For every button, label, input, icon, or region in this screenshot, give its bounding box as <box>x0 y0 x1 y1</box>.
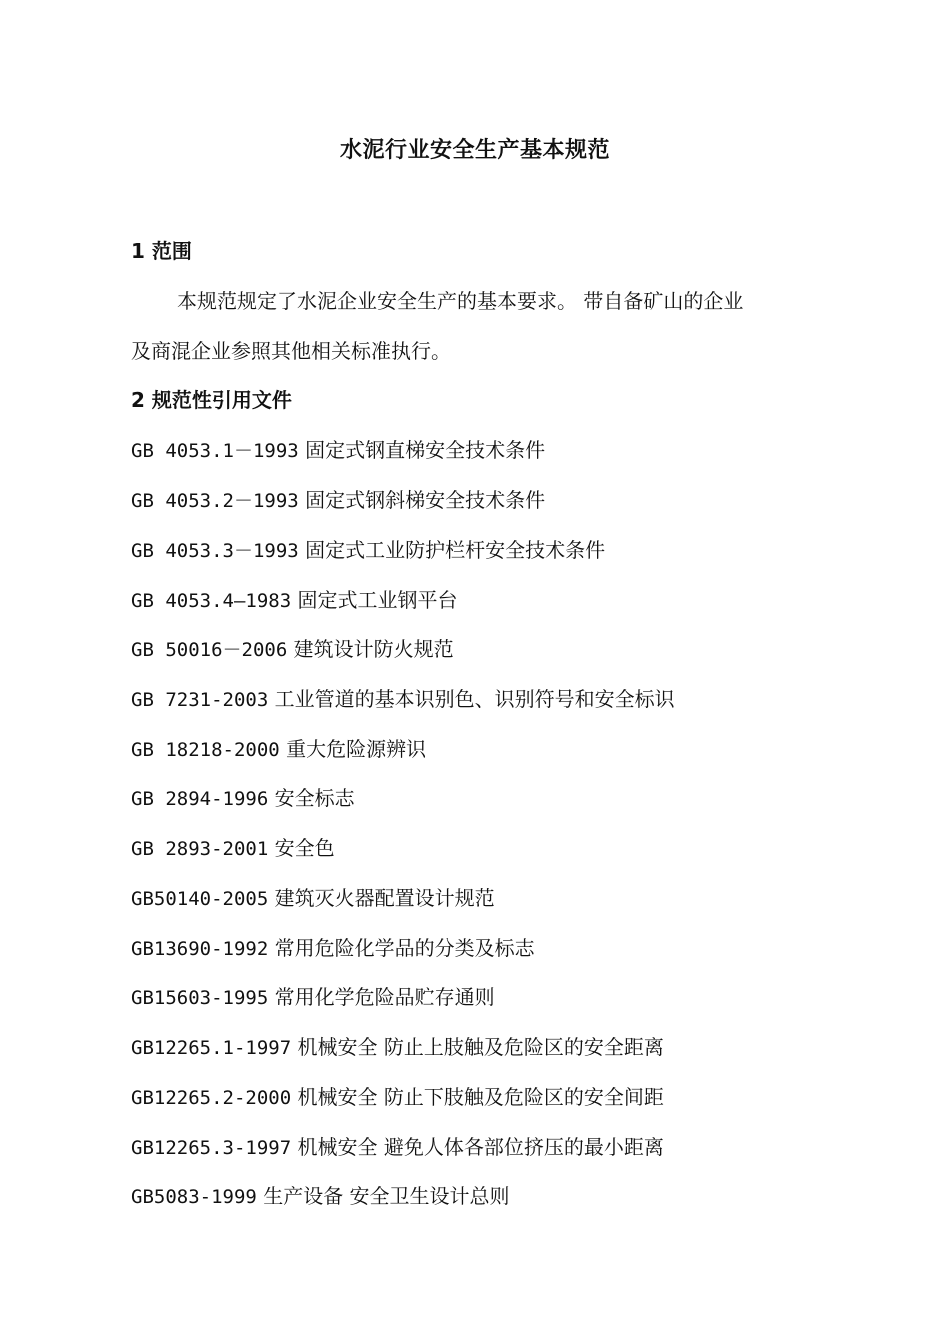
reference-item <box>131 1182 510 1211</box>
reference-title: 重大危险源辨识 <box>286 737 427 761</box>
reference-title: 机械安全 避免人体各部位挤压的最小距离 <box>297 1135 664 1159</box>
reference-title: 常用危险化学品的分类及标志 <box>274 936 535 960</box>
reference-item <box>131 784 355 813</box>
reference-code: GB 4053.2－1993 <box>131 490 299 512</box>
reference-item <box>131 536 605 565</box>
reference-code: GB 7231-2003 <box>131 689 269 711</box>
reference-item <box>131 436 545 465</box>
reference-item <box>131 1083 664 1112</box>
reference-code: GB12265.3-1997 <box>131 1137 292 1159</box>
reference-item <box>131 884 495 913</box>
reference-title: 机械安全 防止下肢触及危险区的安全间距 <box>297 1085 664 1109</box>
reference-item <box>131 834 335 863</box>
reference-item <box>131 685 675 714</box>
reference-item <box>131 1133 664 1162</box>
section-heading-references: 2 规范性引用文件 <box>131 388 292 412</box>
reference-code: GB12265.1-1997 <box>131 1037 292 1059</box>
reference-code: GB50140-2005 <box>131 888 269 910</box>
reference-item <box>131 486 545 515</box>
reference-title: 机械安全 防止上肢触及危险区的安全距离 <box>297 1035 664 1059</box>
reference-title: 安全标志 <box>274 786 355 810</box>
reference-code: GB 4053.3－1993 <box>131 540 299 562</box>
reference-code: GB13690-1992 <box>131 938 269 960</box>
reference-title: 常用化学危险品贮存通则 <box>274 985 495 1009</box>
document-title: 水泥行业安全生产基本规范 <box>339 138 610 163</box>
reference-code: GB 18218-2000 <box>131 739 280 761</box>
scope-paragraph-line-2: 及商混企业参照其他相关标准执行。 <box>131 339 451 363</box>
reference-code: GB 4053.1－1993 <box>131 440 299 462</box>
reference-title: 工业管道的基本识别色、识别符号和安全标识 <box>274 687 675 711</box>
reference-title: 安全色 <box>274 836 335 860</box>
reference-item <box>131 983 495 1012</box>
reference-item <box>131 586 458 615</box>
reference-code: GB5083-1999 <box>131 1186 257 1208</box>
section-heading-scope: 1 范围 <box>131 239 192 263</box>
reference-item <box>131 635 454 664</box>
reference-title: 固定式钢直梯安全技术条件 <box>305 438 546 462</box>
reference-title: 建筑灭火器配置设计规范 <box>274 886 495 910</box>
reference-title: 固定式钢斜梯安全技术条件 <box>305 488 546 512</box>
reference-title: 建筑设计防火规范 <box>293 637 454 661</box>
reference-code: GB12265.2-2000 <box>131 1087 292 1109</box>
reference-code: GB 50016－2006 <box>131 639 288 661</box>
reference-title: 生产设备 安全卫生设计总则 <box>263 1184 510 1208</box>
reference-title: 固定式工业钢平台 <box>297 588 458 612</box>
reference-code: GB15603-1995 <box>131 987 269 1009</box>
scope-paragraph-line-1: 本规范规定了水泥企业安全生产的基本要求。 带自备矿山的企业 <box>177 289 744 313</box>
reference-item <box>131 934 535 963</box>
reference-item <box>131 1033 664 1062</box>
reference-code: GB 2893-2001 <box>131 838 269 860</box>
reference-title: 固定式工业防护栏杆安全技术条件 <box>305 538 606 562</box>
reference-code: GB 2894-1996 <box>131 788 269 810</box>
reference-item <box>131 735 426 764</box>
reference-code: GB 4053.4—1983 <box>131 590 292 612</box>
